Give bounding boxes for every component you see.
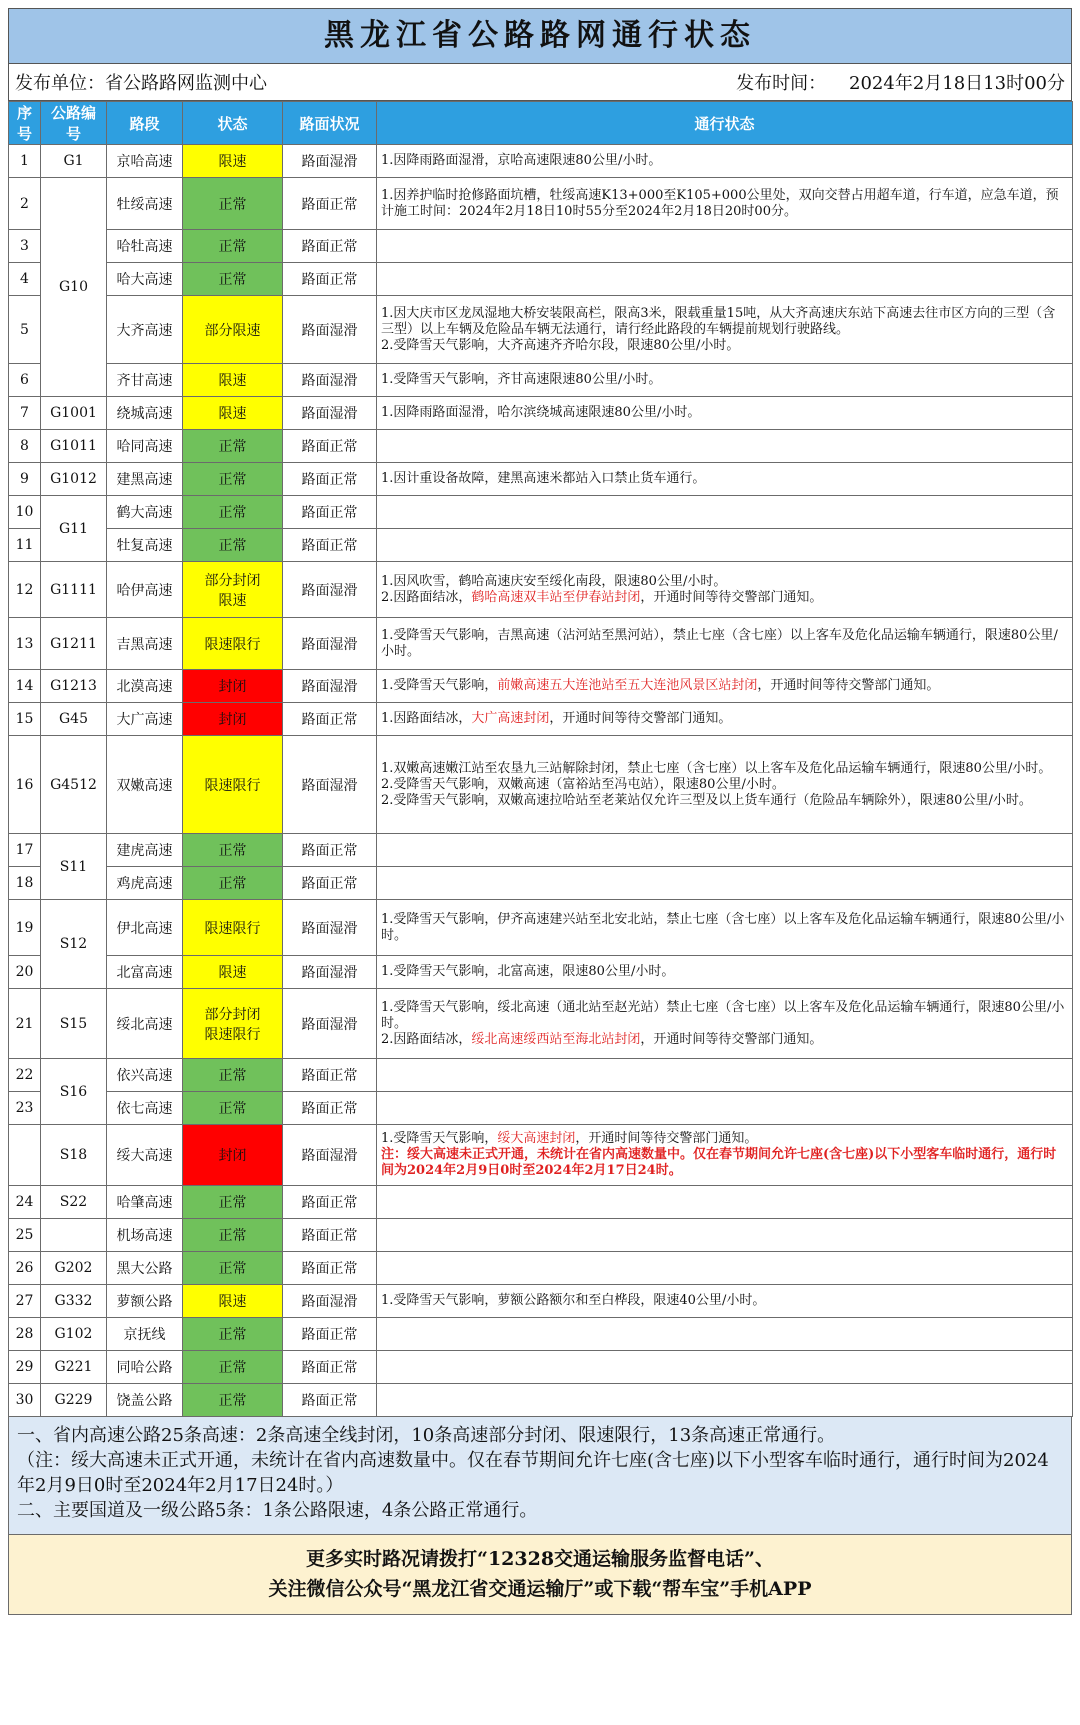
status-cell: 限速 — [183, 145, 283, 178]
road-condition: 路面正常 — [283, 1219, 377, 1252]
status-cell: 正常 — [183, 529, 283, 562]
footer-banner — [8, 1535, 1072, 1615]
road-segment: 哈同高速 — [107, 430, 183, 463]
table-row — [9, 1186, 1073, 1219]
road-condition: 路面正常 — [283, 1092, 377, 1125]
road-segment: 齐甘高速 — [107, 364, 183, 397]
status-cell: 正常 — [183, 463, 283, 496]
notice-cell — [377, 1252, 1073, 1285]
table-row — [9, 1351, 1073, 1384]
status-cell: 正常 — [183, 263, 283, 296]
status-cell: 部分限速 — [183, 296, 283, 364]
notice-text: ，开通时间等待交警部门通知。 — [575, 1131, 758, 1146]
notice-cell — [377, 1351, 1073, 1384]
status-line: 限速限行 — [204, 1026, 261, 1043]
notice-line: 1.受降雪天气影响，伊齐高速建兴站至北安北站，禁止七座（含七座）以上客车及危化品运输车辆通行，限速80公里/小时。 — [381, 911, 1065, 943]
closure-highlight: 鹤哈高速双丰站至伊春站封闭 — [471, 589, 641, 605]
table-row — [9, 230, 1073, 263]
road-segment: 建虎高速 — [107, 834, 183, 867]
road-segment: 绥北高速 — [107, 989, 183, 1059]
notice-cell — [377, 1125, 1073, 1186]
road-segment: 黑大公路 — [107, 1252, 183, 1285]
table-row — [9, 1092, 1073, 1125]
status-cell: 限速 — [183, 364, 283, 397]
notice-text: 1.受降雪天气影响， — [381, 678, 498, 693]
road-condition: 路面正常 — [283, 496, 377, 529]
road-segment: 依七高速 — [107, 1092, 183, 1125]
road-code: G4512 — [41, 736, 107, 834]
closure-highlight: 前嫩高速五大连池站至五大连池风景区站封闭 — [497, 678, 758, 693]
road-segment: 鹤大高速 — [107, 496, 183, 529]
notice-line: 1.因计重设备故障，建黑高速米都站入口禁止货车通行。 — [381, 471, 706, 486]
road-condition: 路面湿滑 — [283, 562, 377, 618]
road-code: S16 — [41, 1059, 107, 1125]
row-number: 9 — [9, 463, 41, 496]
notice-cell — [377, 296, 1073, 364]
notice-text: ，开通时间等待交警部门通知。 — [549, 711, 732, 726]
status-cell: 限速 — [183, 956, 283, 989]
status-cell: 封闭 — [183, 703, 283, 736]
notice-cell — [377, 263, 1073, 296]
road-code: S15 — [41, 989, 107, 1059]
notice-line: 1.因风吹雪，鹤哈高速庆安至绥化南段，限速80公里/小时。 — [381, 573, 727, 589]
table-row — [9, 397, 1073, 430]
road-segment: 京哈高速 — [107, 145, 183, 178]
table-row — [9, 900, 1073, 956]
road-code: G1111 — [41, 562, 107, 618]
road-segment: 同哈公路 — [107, 1351, 183, 1384]
road-segment: 萝额公路 — [107, 1285, 183, 1318]
row-number: 8 — [9, 430, 41, 463]
status-cell: 正常 — [183, 1252, 283, 1285]
notice-cell — [377, 1059, 1073, 1092]
status-cell: 限速限行 — [183, 618, 283, 670]
table-row — [9, 1318, 1073, 1351]
road-condition: 路面湿滑 — [283, 1125, 377, 1186]
road-condition: 路面正常 — [283, 1186, 377, 1219]
road-segment: 哈肇高速 — [107, 1186, 183, 1219]
notice-cell — [377, 867, 1073, 900]
table-row — [9, 296, 1073, 364]
table-row — [9, 867, 1073, 900]
table-row — [9, 989, 1073, 1059]
col-header-segment: 路段 — [107, 102, 183, 145]
road-condition: 路面湿滑 — [283, 900, 377, 956]
road-code: G202 — [41, 1252, 107, 1285]
status-cell: 限速 — [183, 1285, 283, 1318]
summary-line: （注：绥大高速未正式开通，未统计在省内高速数量中。仅在春节期间允许七座(含七座)以下小型客车临时通行，通行时间为2024年2月9日0时至2024年2月17日24时。） — [17, 1450, 1049, 1496]
road-condition: 路面正常 — [283, 230, 377, 263]
publisher-label: 发布单位： — [15, 73, 105, 94]
col-header-status: 状态 — [183, 102, 283, 145]
table-row — [9, 463, 1073, 496]
notice-cell — [377, 900, 1073, 956]
road-condition: 路面正常 — [283, 1059, 377, 1092]
table-header-row — [9, 102, 1073, 145]
road-condition: 路面正常 — [283, 834, 377, 867]
page-title: 黑龙江省公路路网通行状态 — [8, 8, 1072, 64]
road-code: G1001 — [41, 397, 107, 430]
col-header-code: 公路编号 — [41, 102, 107, 145]
notice-cell — [377, 703, 1073, 736]
notice-line: 1.因降雨路面湿滑，京哈高速限速80公里/小时。 — [381, 153, 662, 168]
notice-cell — [377, 834, 1073, 867]
road-condition: 路面湿滑 — [283, 145, 377, 178]
table-row — [9, 562, 1073, 618]
road-code: G45 — [41, 703, 107, 736]
row-number: 16 — [9, 736, 41, 834]
road-code: G332 — [41, 1285, 107, 1318]
notice-cell — [377, 463, 1073, 496]
row-number: 18 — [9, 867, 41, 900]
notice-line — [381, 590, 1068, 606]
summary-line: 二、主要国道及一级公路5条：1条公路限速，4条公路正常通行。 — [17, 1500, 538, 1521]
road-condition: 路面湿滑 — [283, 1285, 377, 1318]
table-row — [9, 618, 1073, 670]
notice-text: 1.受降雪天气影响， — [381, 1131, 498, 1146]
road-code: G1011 — [41, 430, 107, 463]
road-code: S12 — [41, 900, 107, 989]
road-code: G1211 — [41, 618, 107, 670]
notice-text: 1.因路面结冰， — [381, 711, 472, 726]
table-row — [9, 430, 1073, 463]
road-condition: 路面湿滑 — [283, 989, 377, 1059]
row-number: 15 — [9, 703, 41, 736]
road-condition: 路面正常 — [283, 1351, 377, 1384]
road-segment: 饶盖公路 — [107, 1384, 183, 1417]
road-code: G1012 — [41, 463, 107, 496]
road-code: G221 — [41, 1351, 107, 1384]
notice-line — [381, 1032, 1068, 1048]
road-segment: 牡绥高速 — [107, 178, 183, 230]
status-cell: 正常 — [183, 1186, 283, 1219]
footer-line: 更多实时路况请拨打“12328交通运输服务监督电话”、 — [306, 1548, 774, 1570]
row-number: 2 — [9, 178, 41, 230]
notice-cell — [377, 956, 1073, 989]
table-row — [9, 1384, 1073, 1417]
table-row — [9, 1059, 1073, 1092]
notice-cell — [377, 989, 1073, 1059]
row-number: 1 — [9, 145, 41, 178]
road-code: G102 — [41, 1318, 107, 1351]
road-condition: 路面湿滑 — [283, 618, 377, 670]
status-cell: 正常 — [183, 1318, 283, 1351]
road-segment: 伊北高速 — [107, 900, 183, 956]
notice-text: ，开通时间等待交警部门通知。 — [757, 678, 940, 693]
status-cell: 限速限行 — [183, 900, 283, 956]
road-code: S22 — [41, 1186, 107, 1219]
row-number: 24 — [9, 1186, 41, 1219]
row-number: 17 — [9, 834, 41, 867]
row-number: 30 — [9, 1384, 41, 1417]
notice-line: 1.因养护临时抢修路面坑槽，牡绥高速K13+000至K105+000公里处，双向交替占用超车道，行车道，应急车道，预计施工时间：2024年2月18日10时55分至2024年2月18日20时00分。 — [381, 187, 1059, 219]
row-number: 4 — [9, 263, 41, 296]
status-cell: 封闭 — [183, 1125, 283, 1186]
status-cell: 正常 — [183, 430, 283, 463]
road-condition: 路面湿滑 — [283, 956, 377, 989]
notice-cell — [377, 230, 1073, 263]
notice-cell — [377, 670, 1073, 703]
table-row — [9, 1252, 1073, 1285]
road-condition: 路面正常 — [283, 178, 377, 230]
road-segment: 哈大高速 — [107, 263, 183, 296]
status-cell: 正常 — [183, 1059, 283, 1092]
table-row — [9, 145, 1073, 178]
table-row — [9, 834, 1073, 867]
road-segment: 牡复高速 — [107, 529, 183, 562]
road-condition: 路面正常 — [283, 529, 377, 562]
notice-line: 2.受降雪天气影响，双嫩高速拉哈站至老莱站仅允许三型及以上货车通行（危险品车辆除外），限速80公里/小时。 — [381, 792, 1032, 808]
road-condition: 路面正常 — [283, 1318, 377, 1351]
road-condition: 路面正常 — [283, 703, 377, 736]
status-cell: 正常 — [183, 1351, 283, 1384]
row-number: 29 — [9, 1351, 41, 1384]
road-segment: 绥大高速 — [107, 1125, 183, 1186]
report-container — [8, 8, 1072, 1615]
notice-cell — [377, 1384, 1073, 1417]
row-number: 7 — [9, 397, 41, 430]
notice-cell — [377, 496, 1073, 529]
notice-line: 1.受降雪天气影响，绥北高速（通北站至赵光站）禁止七座（含七座）以上客车及危化品运输车辆通行，限速80公里/小时。 — [381, 999, 1065, 1031]
road-condition: 路面湿滑 — [283, 736, 377, 834]
row-number — [9, 1125, 41, 1186]
notice-line: 2.受降雪天气影响，大齐高速齐齐哈尔段，限速80公里/小时。 — [381, 337, 740, 353]
summary-box — [8, 1417, 1072, 1535]
row-number: 3 — [9, 230, 41, 263]
road-code: S11 — [41, 834, 107, 900]
notice-cell — [377, 618, 1073, 670]
row-number: 19 — [9, 900, 41, 956]
road-code: G11 — [41, 496, 107, 562]
notice-cell — [377, 145, 1073, 178]
road-condition: 路面正常 — [283, 463, 377, 496]
notice-text: 2.因路面结冰， — [381, 1031, 472, 1047]
table-row — [9, 178, 1073, 230]
notice-cell — [377, 1219, 1073, 1252]
status-cell: 正常 — [183, 1092, 283, 1125]
table-row — [9, 956, 1073, 989]
road-segment: 鸡虎高速 — [107, 867, 183, 900]
row-number: 11 — [9, 529, 41, 562]
road-status-table — [8, 101, 1073, 1417]
status-cell: 正常 — [183, 834, 283, 867]
publisher-value: 省公路路网监测中心 — [105, 73, 267, 94]
row-number: 5 — [9, 296, 41, 364]
closure-highlight: 绥北高速绥西站至海北站封闭 — [471, 1031, 641, 1047]
table-row — [9, 263, 1073, 296]
notice-line: 1.受降雪天气影响，北富高速，限速80公里/小时。 — [381, 964, 675, 979]
footer-line: 关注微信公众号“黑龙江省交通运输厅”或下载“帮车宝”手机APP — [268, 1578, 812, 1600]
status-cell: 正常 — [183, 867, 283, 900]
road-code — [41, 1219, 107, 1252]
publish-time-value: 2024年2月18日13时00分 — [849, 73, 1065, 94]
notice-text: ，开通时间等待交警部门通知。 — [640, 1031, 823, 1047]
row-number: 27 — [9, 1285, 41, 1318]
notice-cell — [377, 1285, 1073, 1318]
notice-line: 1.因降雨路面湿滑，哈尔滨绕城高速限速80公里/小时。 — [381, 405, 701, 420]
road-code: G229 — [41, 1384, 107, 1417]
status-cell: 封闭 — [183, 670, 283, 703]
road-segment: 哈牡高速 — [107, 230, 183, 263]
publish-time-info — [736, 69, 1065, 95]
row-number: 21 — [9, 989, 41, 1059]
road-code: S18 — [41, 1125, 107, 1186]
status-line: 限速 — [218, 592, 247, 609]
road-condition: 路面正常 — [283, 1252, 377, 1285]
row-number: 22 — [9, 1059, 41, 1092]
road-code: G1 — [41, 145, 107, 178]
road-condition: 路面正常 — [283, 1384, 377, 1417]
road-condition: 路面湿滑 — [283, 364, 377, 397]
table-row — [9, 1125, 1073, 1186]
notice-line: 1.受降雪天气影响，吉黑高速（沾河站至黑河站），禁止七座（含七座）以上客车及危化品运输车辆通行，限速80公里/小时。 — [381, 627, 1058, 659]
table-row — [9, 364, 1073, 397]
road-segment: 绕城高速 — [107, 397, 183, 430]
table-row — [9, 1285, 1073, 1318]
status-cell: 正常 — [183, 230, 283, 263]
notice-note: 注：绥大高速未正式开通，未统计在省内高速数量中。仅在春节期间允许七座(含七座)以下小型客车临时通行，通行时间为2024年2月9日0时至2024年2月17日24时。 — [381, 1147, 1057, 1178]
table-row — [9, 1219, 1073, 1252]
notice-line: 1.双嫩高速嫩江站至农垦九三站解除封闭，禁止七座（含七座）以上客车及危化品运输车辆通行，限速80公里/小时。 — [381, 760, 1052, 776]
road-segment: 北漠高速 — [107, 670, 183, 703]
table-row — [9, 670, 1073, 703]
notice-line: 1.因大庆市区龙凤湿地大桥安装限高栏，限高3米，限载重量15吨，从大齐高速庆东站下高速去往市区方向的三型（含三型）以上车辆及危险品车辆无法通行，请行经此路段的车辆提前规划行驶路线。 — [381, 305, 1056, 337]
publisher-info — [15, 69, 267, 95]
notice-line: 1.受降雪天气影响，萝额公路额尔和至白桦段，限速40公里/小时。 — [381, 1293, 766, 1308]
status-cell — [183, 989, 283, 1059]
row-number: 13 — [9, 618, 41, 670]
row-number: 10 — [9, 496, 41, 529]
row-number: 6 — [9, 364, 41, 397]
status-cell — [183, 562, 283, 618]
row-number: 12 — [9, 562, 41, 618]
notice-line: 2.受降雪天气影响，双嫩高速（富裕站至冯屯站），限速80公里/小时。 — [381, 776, 785, 792]
notice-text: ，开通时间等待交警部门通知。 — [640, 589, 823, 605]
summary-line: 一、省内高速公路25条高速：2条高速全线封闭，10条高速部分封闭、限速限行，13条高速正常通行。 — [17, 1425, 836, 1446]
notice-cell — [377, 1092, 1073, 1125]
table-row — [9, 529, 1073, 562]
road-code: G10 — [41, 178, 107, 397]
road-segment: 吉黑高速 — [107, 618, 183, 670]
road-condition: 路面正常 — [283, 867, 377, 900]
table-row — [9, 736, 1073, 834]
status-cell: 正常 — [183, 178, 283, 230]
closure-highlight: 大广高速封闭 — [471, 711, 550, 726]
col-header-road-condition: 路面状况 — [283, 102, 377, 145]
status-line: 部分封闭 — [204, 572, 261, 589]
publish-info-row — [8, 64, 1072, 101]
row-number: 26 — [9, 1252, 41, 1285]
publish-time-label: 发布时间： — [736, 73, 827, 94]
row-number: 23 — [9, 1092, 41, 1125]
road-segment: 机场高速 — [107, 1219, 183, 1252]
road-code: G1213 — [41, 670, 107, 703]
notice-text: 2.因路面结冰， — [381, 589, 472, 605]
notice-line — [381, 1131, 1068, 1147]
road-condition: 路面湿滑 — [283, 670, 377, 703]
notice-cell — [377, 364, 1073, 397]
status-line: 部分封闭 — [204, 1006, 261, 1023]
status-cell: 正常 — [183, 496, 283, 529]
row-number: 28 — [9, 1318, 41, 1351]
notice-cell — [377, 430, 1073, 463]
notice-cell — [377, 178, 1073, 230]
road-condition: 路面正常 — [283, 430, 377, 463]
table-row — [9, 703, 1073, 736]
notice-cell — [377, 1318, 1073, 1351]
row-number: 20 — [9, 956, 41, 989]
notice-cell — [377, 562, 1073, 618]
road-condition: 路面湿滑 — [283, 397, 377, 430]
notice-cell — [377, 397, 1073, 430]
col-header-no: 序号 — [9, 102, 41, 145]
road-segment: 大广高速 — [107, 703, 183, 736]
row-number: 25 — [9, 1219, 41, 1252]
status-cell: 正常 — [183, 1219, 283, 1252]
status-cell: 限速 — [183, 397, 283, 430]
road-segment: 京抚线 — [107, 1318, 183, 1351]
closure-highlight: 绥大高速封闭 — [497, 1131, 576, 1146]
row-number: 14 — [9, 670, 41, 703]
table-row — [9, 496, 1073, 529]
status-cell: 限速限行 — [183, 736, 283, 834]
road-segment: 北富高速 — [107, 956, 183, 989]
road-segment: 大齐高速 — [107, 296, 183, 364]
road-segment: 依兴高速 — [107, 1059, 183, 1092]
notice-line: 1.受降雪天气影响，齐甘高速限速80公里/小时。 — [381, 372, 662, 387]
road-condition: 路面正常 — [283, 263, 377, 296]
notice-cell — [377, 736, 1073, 834]
road-segment: 双嫩高速 — [107, 736, 183, 834]
notice-cell — [377, 1186, 1073, 1219]
road-condition: 路面湿滑 — [283, 296, 377, 364]
road-segment: 哈伊高速 — [107, 562, 183, 618]
status-cell: 正常 — [183, 1384, 283, 1417]
road-segment: 建黑高速 — [107, 463, 183, 496]
col-header-notice: 通行状态 — [377, 102, 1073, 145]
notice-cell — [377, 529, 1073, 562]
